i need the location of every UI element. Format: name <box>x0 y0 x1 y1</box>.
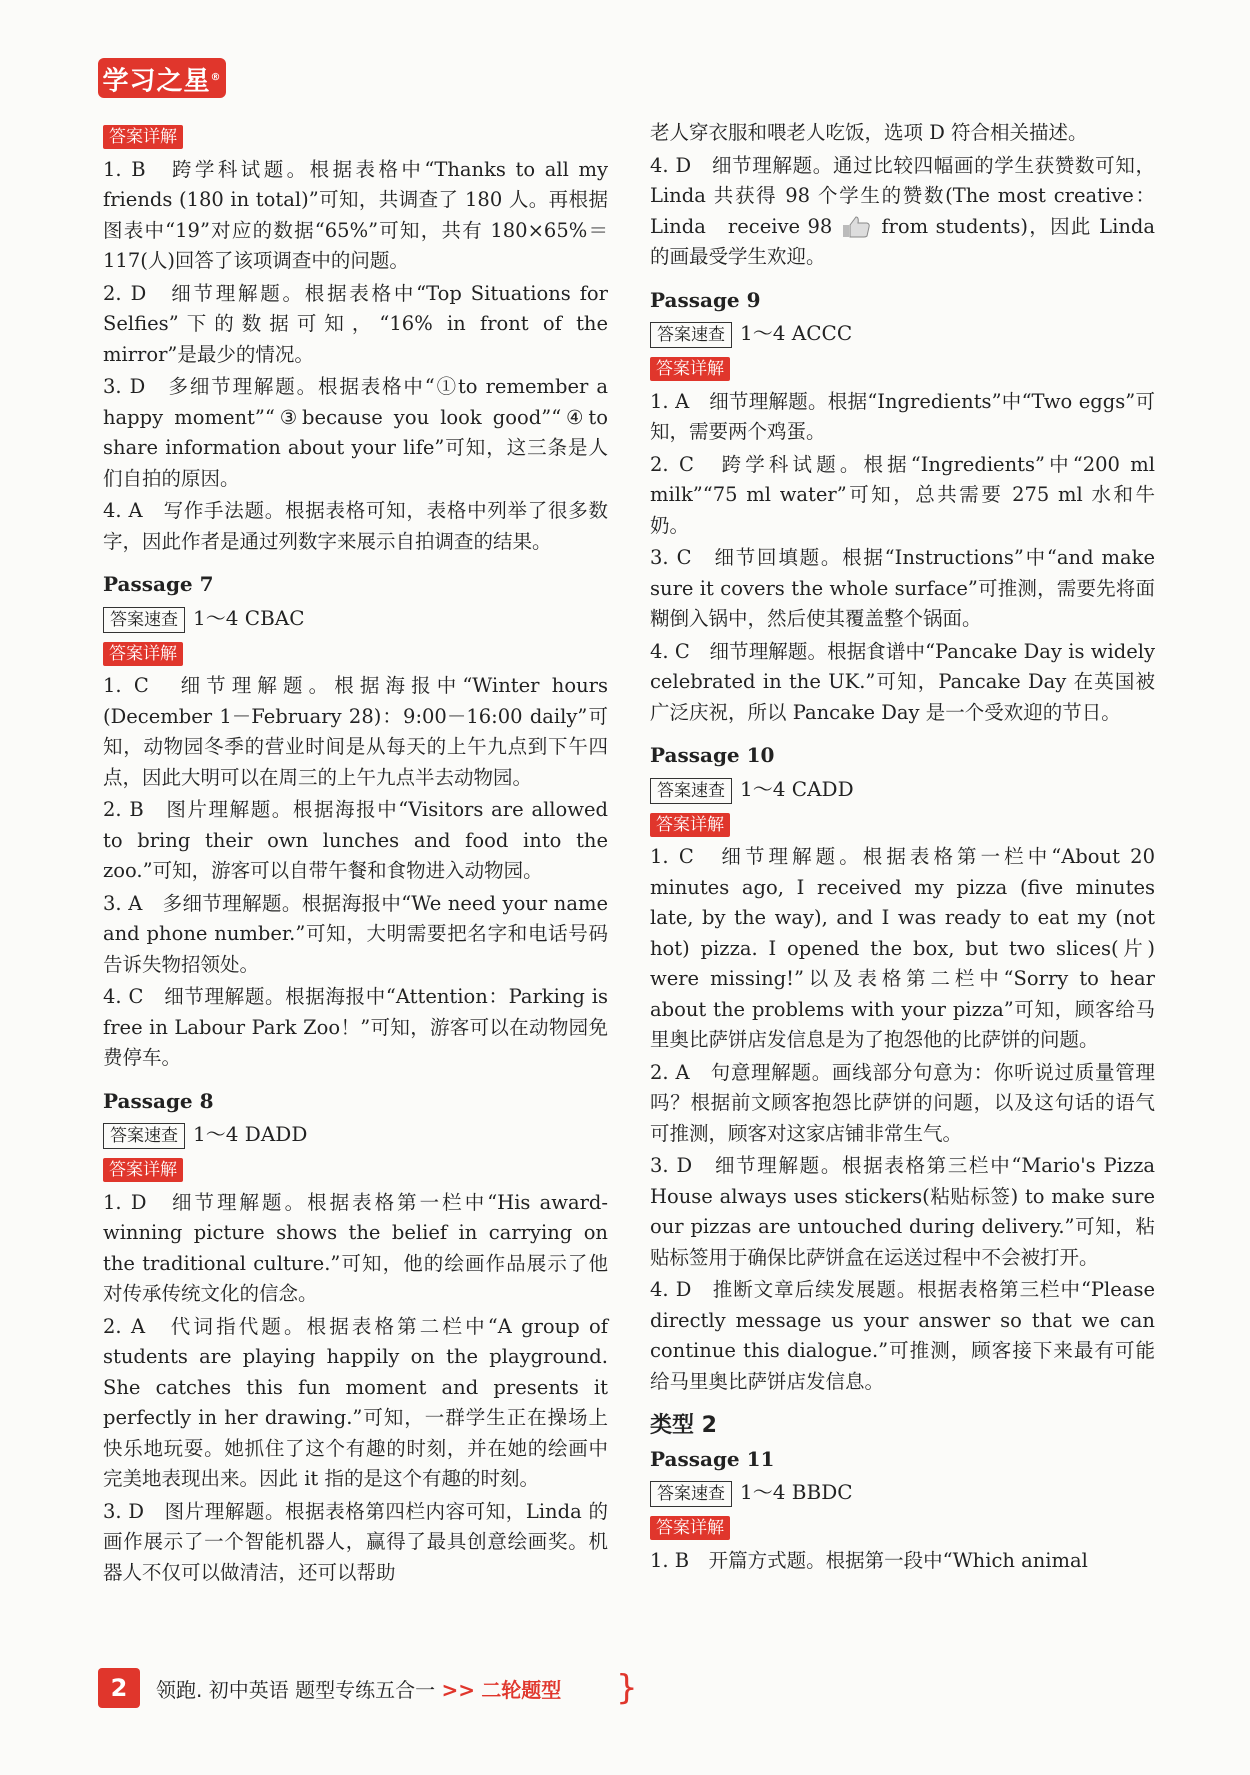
answer-item: 1. A 细节理解题。根据“Ingredients”中“Two eggs”可知，需要两个鸡蛋。 <box>650 389 1155 443</box>
page-number: 2 <box>98 1668 140 1708</box>
type-heading: 类型 2 <box>650 1413 717 1438</box>
answer-item: 3. C 细节回填题。根据“Instructions”中“and make sure it covers the whole surface”可推测，需要先将面糊倒入锅中，然后使其覆盖整个锅面。 <box>650 546 1155 630</box>
answer-detail-tag: 答案详解 <box>650 357 730 381</box>
answer-item: 3. A 多细节理解题。根据海报中“We need your name and phone number.”可知，大明需要把名字和电话号码告诉失物招领处。 <box>103 891 608 976</box>
footer-title: 领跑. 初中英语 题型专练五合一 >> 二轮题型 <box>156 1678 562 1702</box>
answer-quick-tag: 答案速查 <box>650 322 732 348</box>
answer-key: 1～4 DADD <box>193 1122 308 1146</box>
answer-item: 4. A 写作手法题。根据表格可知，表格中列举了很多数字，因此作者是通过列数字来展示自拍调查的结果。 <box>103 499 608 553</box>
answer-item: 4. D 推断文章后续发展题。根据表格第三栏中“Please directly message us your answer so that we can continue this dialogue.”可推测，顾客接下来最有可能给马里奥比萨饼店发信息。 <box>650 1278 1155 1393</box>
arrow-icon: >> <box>441 1678 475 1702</box>
answer-item: 2. D 细节理解题。根据表格中“Top Situations for Selfies”下的数据可知，“16% in front of the mirror”是最少的情况。 <box>103 281 608 366</box>
answer-detail-tag: 答案详解 <box>650 813 730 837</box>
answer-item: 1. B 开篇方式题。根据第一段中“Which animal <box>650 1548 1088 1572</box>
passage-title: Passage 10 <box>650 743 775 767</box>
answer-item: 1. D 细节理解题。根据表格第一栏中“His award-winning picture shows the belief in carrying on the traditional culture.”可知，他的绘画作品展示了他对传承传统文化的信念。 <box>103 1190 608 1305</box>
answer-quick-tag: 答案速查 <box>103 1123 185 1149</box>
answer-key: 1～4 CADD <box>740 776 854 801</box>
right-column <box>650 118 1155 1578</box>
answer-detail-tag: 答案详解 <box>103 125 183 149</box>
footer-subtitle: 二轮题型 <box>481 1678 562 1702</box>
answer-item: 4. C 细节理解题。根据海报中“Attention：Parking is free in Labour Park Zoo！”可知，游客可以在动物园免费停车。 <box>103 985 608 1069</box>
passage-title: Passage 8 <box>103 1088 214 1113</box>
answer-item: 老人穿衣服和喂老人吃饭，选项 D 符合相关描述。 <box>650 121 1088 144</box>
answer-item: 4. C 细节理解题。根据食谱中“Pancake Day is widely celebrated in the UK.”可知，Pancake Day 在英国被广泛庆祝，所以 Pancake Day 是一个受欢迎的节日。 <box>650 639 1155 724</box>
answer-item: 4. D 细节理解题。通过比较四幅画的学生获赞数可知，Linda 共获得 98 个学生的赞数(The most creative：Linda receive 98 from students)，因此 Linda 的画最受学生欢迎。 <box>650 153 1155 268</box>
answer-item: 2. B 图片理解题。根据海报中“Visitors are allowed to bring their own lunches and food into the zoo.”可知，游客可以自带午餐和食物进入动物园。 <box>103 798 608 882</box>
answer-item: 1. C 细节理解题。根据海报中“Winter hours (December 1－February 28)：9:00－16:00 daily”可知，动物园冬季的营业时间是从每天的上午九点到下午四点，因此大明可以在周三的上午九点半去动物园。 <box>103 674 608 789</box>
answer-item: 2. A 句意理解题。画线部分句意为：你听说过质量管理吗？根据前文顾客抱怨比萨饼的问题，以及这句话的语气可推测，顾客对这家店铺非常生气。 <box>650 1060 1155 1145</box>
answer-quick-tag: 答案速查 <box>650 1481 732 1507</box>
left-column <box>103 118 608 1590</box>
thumbs-up-icon <box>840 215 874 239</box>
answer-quick-tag: 答案速查 <box>103 607 185 633</box>
answer-item: 2. C 跨学科试题。根据“Ingredients”中“200 ml milk”“75 ml water”可知，总共需要 275 ml 水和牛奶。 <box>650 452 1155 537</box>
answer-item: 1. B 跨学科试题。根据表格中“Thanks to all my friends (180 in total)”可知，共调查了 180 人。再根据图表中“19”对应的数据“65%”可知，共有 180×65%＝117(人)回答了该项调查中的问题。 <box>103 157 608 272</box>
answer-item: 3. D 多细节理解题。根据表格中“①to remember a happy moment”“③because you look good”“④to share information about your life”可知，这三条是人们自拍的原因。 <box>103 375 608 490</box>
passage-title: Passage 11 <box>650 1446 775 1471</box>
answer-detail-tag: 答案详解 <box>103 642 183 666</box>
answer-key: 1～4 BBDC <box>740 1480 853 1504</box>
passage-title: Passage 9 <box>650 287 761 312</box>
answer-detail-tag: 答案详解 <box>103 1158 183 1182</box>
answer-detail-tag: 答案详解 <box>650 1516 730 1540</box>
logo: 学习之星® <box>98 58 226 98</box>
answer-key: 1～4 ACCC <box>740 321 853 345</box>
brace-icon: } <box>616 1668 638 1708</box>
passage-title: Passage 7 <box>103 572 214 596</box>
answer-item: 1. C 细节理解题。根据表格第一栏中“About 20 minutes ago, I received my pizza (five minutes late, by the way), and I was ready to eat my (not hot) pizza. I opened the box, but two slices(片) were missing!”以及表格第二栏中“Sorry to hear about the problems with your pizza”可知，顾客给马里奥比萨饼店发信息是为了抱怨他的比萨饼的问题。 <box>650 845 1155 1051</box>
answer-item: 2. A 代词指代题。根据表格第二栏中“A group of students are playing happily on the playground. She catches this fun moment and presents it perfectly in her drawing.”可知，一群学生正在操场上快乐地玩耍。她抓住了这个有趣的时刻，并在她的绘画中完美地表现出来。因此 it 指的是这个有趣的时刻。 <box>103 1314 608 1490</box>
answer-quick-tag: 答案速查 <box>650 778 732 804</box>
answer-item: 3. D 图片理解题。根据表格第四栏内容可知，Linda 的画作展示了一个智能机器人，赢得了最具创意绘画奖。机器人不仅可以做清洁，还可以帮助 <box>103 1499 608 1584</box>
answer-key: 1～4 CBAC <box>193 605 305 630</box>
answer-item: 3. D 细节理解题。根据表格第三栏中“Mario's Pizza House always uses stickers(粘贴标签) to make sure our pizzas are untouched during delivery.”可知，粘贴标签用于确保比萨饼盒在运送过程中不会被打开。 <box>650 1154 1155 1269</box>
